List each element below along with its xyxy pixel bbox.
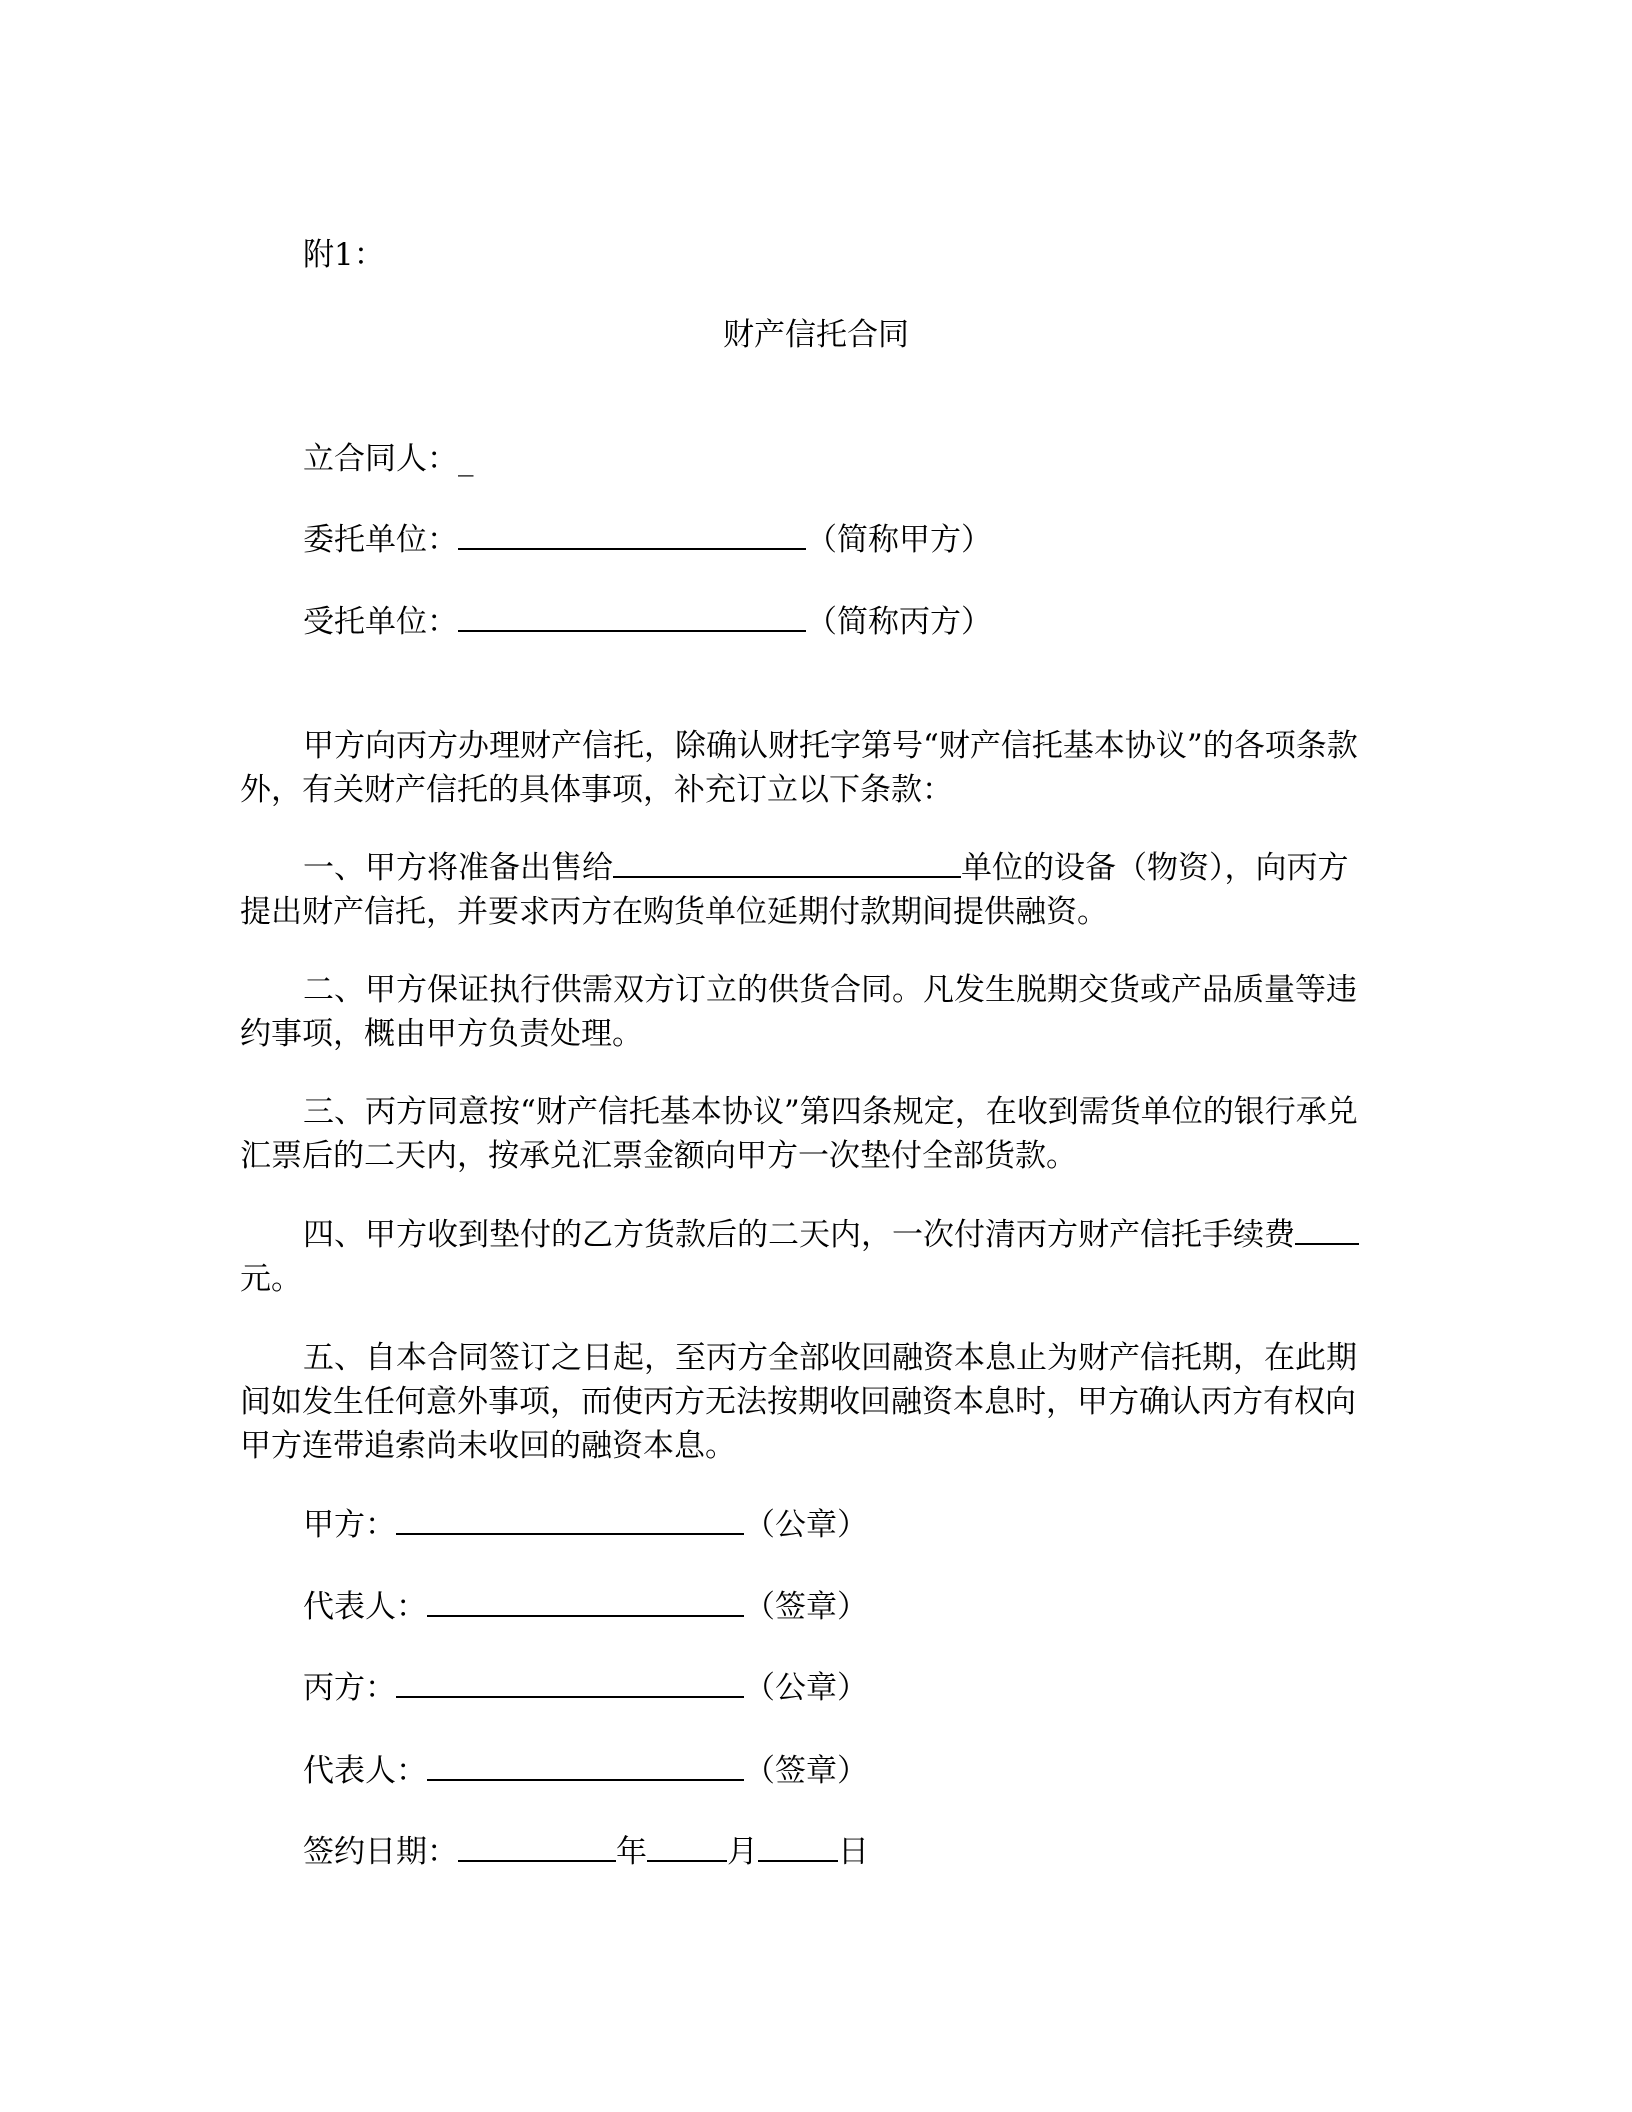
rep-a-seal: （签章）	[744, 1589, 868, 1625]
trustee-unit-line	[303, 600, 992, 644]
clause-4-line-1	[303, 1213, 1359, 1257]
trustee-unit-label: 受托单位：	[303, 604, 458, 640]
signatory-blank: _	[458, 441, 474, 477]
signing-date-label: 签约日期：	[303, 1834, 458, 1870]
day-label: 日	[838, 1834, 869, 1870]
trustee-unit-suffix: （简称丙方）	[806, 604, 992, 640]
party-a-signature-line	[303, 1503, 868, 1547]
intro-line-2: 外，有关财产信托的具体事项，补充订立以下条款：	[240, 772, 953, 808]
clause-3-line-1: 三、丙方同意按“财产信托基本协议”第四条规定，在收到需货单位的银行承兑	[303, 1094, 1358, 1130]
entrusting-unit-blank[interactable]	[458, 518, 806, 550]
year-label: 年	[616, 1834, 647, 1870]
fee-amount-blank[interactable]	[1295, 1213, 1359, 1245]
rep-a-signature-line	[303, 1585, 868, 1629]
clause-5-line-3: 甲方连带追索尚未收回的融资本息。	[240, 1428, 736, 1464]
party-a-label: 甲方：	[303, 1507, 396, 1543]
rep-a-blank[interactable]	[427, 1585, 744, 1617]
party-c-signature-line	[303, 1666, 868, 1710]
clause-1-line-2: 提出财产信托，并要求丙方在购货单位延期付款期间提供融资。	[240, 894, 1108, 930]
party-a-seal: （公章）	[744, 1507, 868, 1543]
rep-c-signature-line	[303, 1749, 868, 1793]
clause-1-pre: 一、甲方将准备出售给	[303, 850, 613, 886]
appendix-label: 附1：	[303, 237, 385, 273]
clause-5-line-2: 间如发生任何意外事项，而使丙方无法按期收回融资本息时，甲方确认丙方有权向	[240, 1384, 1356, 1420]
clause-5-line-1: 五、自本合同签订之日起，至丙方全部收回融资本息止为财产信托期，在此期	[303, 1340, 1357, 1376]
signing-date-line	[303, 1830, 869, 1874]
clause-2-line-1: 二、甲方保证执行供需双方订立的供货合同。凡发生脱期交货或产品质量等违	[303, 972, 1357, 1008]
clause-4-text: 四、甲方收到垫付的乙方货款后的二天内，一次付清丙方财产信托手续费	[303, 1217, 1295, 1253]
clause-2-line-2: 约事项，概由甲方负责处理。	[240, 1016, 643, 1052]
intro-line-1: 甲方向丙方办理财产信托，除确认财托字第号“财产信托基本协议”的各项条款	[303, 728, 1358, 764]
party-a-blank[interactable]	[396, 1503, 744, 1535]
clause-3-line-2: 汇票后的二天内，按承兑汇票金额向甲方一次垫付全部货款。	[240, 1138, 1077, 1174]
rep-c-seal: （签章）	[744, 1753, 868, 1789]
month-label: 月	[727, 1834, 758, 1870]
entrusting-unit-suffix: （简称甲方）	[806, 522, 992, 558]
document-title: 财产信托合同	[723, 317, 909, 353]
year-blank[interactable]	[458, 1830, 616, 1862]
day-blank[interactable]	[758, 1830, 838, 1862]
rep-c-label: 代表人：	[303, 1753, 427, 1789]
clause-4-line-2: 元。	[240, 1261, 302, 1297]
entrusting-unit-line	[303, 518, 992, 562]
signatory-line	[303, 437, 474, 481]
party-c-seal: （公章）	[744, 1670, 868, 1706]
rep-a-label: 代表人：	[303, 1589, 427, 1625]
entrusting-unit-label: 委托单位：	[303, 522, 458, 558]
buyer-unit-blank[interactable]	[613, 846, 961, 878]
clause-1-post: 单位的设备（物资），向丙方	[961, 850, 1349, 886]
party-c-label: 丙方：	[303, 1670, 396, 1706]
clause-1-line-1	[303, 846, 1349, 890]
rep-c-blank[interactable]	[427, 1749, 744, 1781]
party-c-blank[interactable]	[396, 1666, 744, 1698]
signatory-label: 立合同人：	[303, 441, 458, 477]
trustee-unit-blank[interactable]	[458, 600, 806, 632]
month-blank[interactable]	[647, 1830, 727, 1862]
